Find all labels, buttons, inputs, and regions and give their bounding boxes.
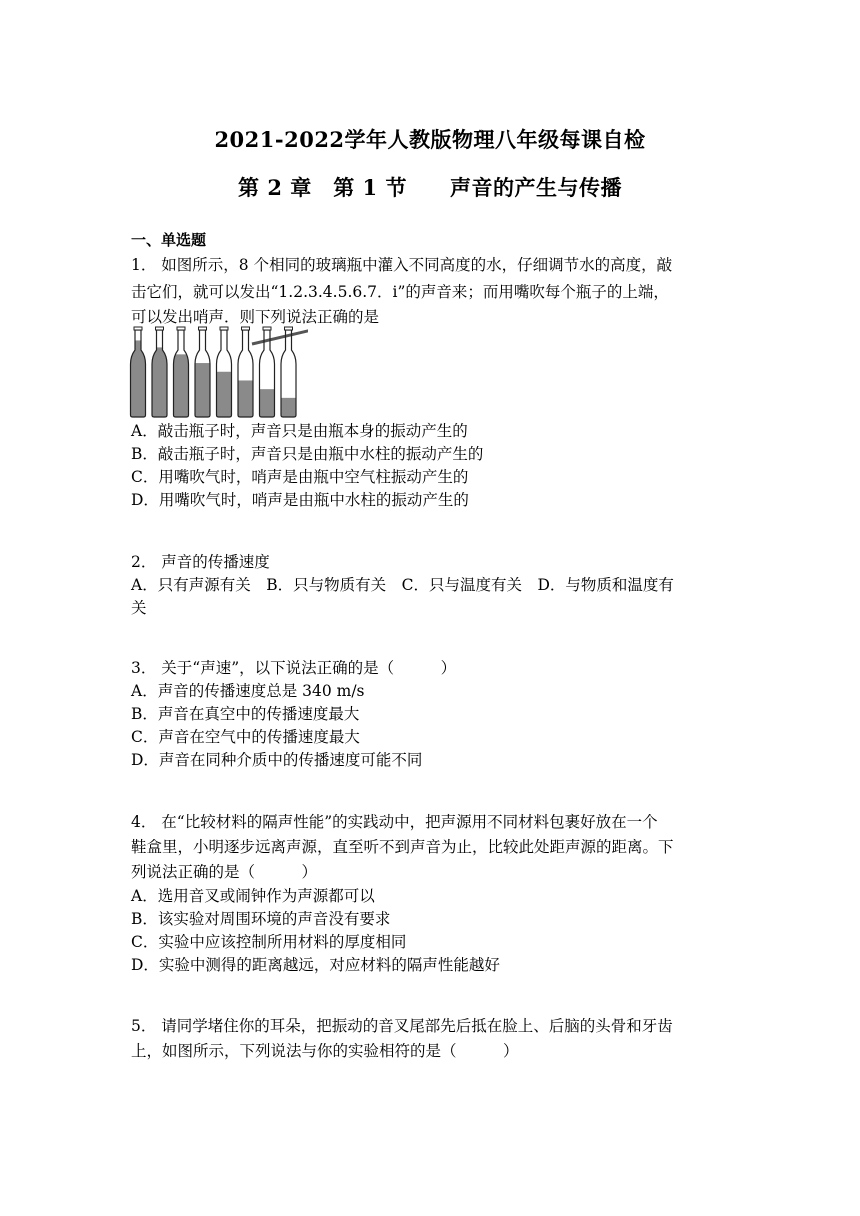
bottle-lip [156, 327, 164, 330]
q1-option-b: B．敲击瓶子时，声音只是由瓶中水柱的振动产生的 [131, 445, 484, 463]
q1-stem-line-3: 可以发出哨声．则下列说法正确的是 [131, 308, 380, 326]
q1-option-d: D．用嘴吹气时，哨声是由瓶中水柱的振动产生的 [131, 491, 469, 509]
blowing-straw [252, 329, 308, 344]
q5-stem-line-2: 上，如图所示，下列说法与你的实验相符的是（ ） [131, 1042, 519, 1060]
q4-option-a: A．选用音叉或闹钟作为声源都可以 [131, 887, 375, 905]
document-title: 2021-2022学年人教版物理八年级每课自检 [214, 127, 646, 152]
q3-stem: 3． 关于“声速”，以下说法正确的是（ ） [131, 659, 457, 677]
bottle-water [259, 389, 276, 418]
bottle-lip [285, 327, 293, 330]
q3-option-d: D．声音在同种介质中的传播速度可能不同 [131, 751, 423, 769]
q4-option-d: D．实验中测得的距离越远，对应材料的隔声性能越好 [131, 956, 500, 974]
bottle-lip [242, 327, 250, 330]
bottle-water [237, 380, 254, 418]
bottle-water [130, 340, 147, 418]
q5-stem-line-1: 5． 请同学堵住你的耳朵，把振动的音叉尾部先后抵在脸上、后脑的头骨和牙齿 [131, 1017, 673, 1035]
q4-stem-line-3: 列说法正确的是（ ） [131, 863, 318, 881]
bottle-water [216, 372, 233, 418]
q4-option-b: B．该实验对周围环境的声音没有要求 [131, 910, 391, 928]
bottle-lip [220, 327, 228, 330]
bottle-water [151, 347, 168, 418]
q1-option-a: A．敲击瓶子时，声音只是由瓶本身的振动产生的 [131, 422, 468, 440]
q3-option-b: B．声音在真空中的传播速度最大 [131, 705, 360, 723]
q2-options-wrap: 关 [131, 599, 147, 617]
bottle-lip [177, 327, 185, 330]
q3-option-a: A．声音的传播速度总是 340 m/s [131, 682, 365, 700]
q4-option-c: C．实验中应该控制所用材料的厚度相同 [131, 933, 407, 951]
q2-stem: 2． 声音的传播速度 [131, 553, 270, 571]
q2-options: A．只有声源有关 B．只与物质有关 C．只与温度有关 D．与物质和温度有 [131, 576, 674, 594]
bottle-lip [134, 327, 142, 330]
q4-stem-line-1: 4． 在“比较材料的隔声性能”的实践动中，把声源用不同材料包裹好放在一个 [131, 813, 658, 831]
q3-option-c: C．声音在空气中的传播速度最大 [131, 728, 360, 746]
bottle-lip [199, 327, 207, 330]
bottle-lip [263, 327, 271, 330]
bottle-water [173, 354, 190, 418]
bottles-figure [128, 324, 308, 420]
section-heading: 一、单选题 [131, 231, 207, 249]
q1-option-c: C．用嘴吹气时，哨声是由瓶中空气柱振动产生的 [131, 468, 469, 486]
q4-stem-line-2: 鞋盒里，小明逐步远离声源，直至听不到声音为止，比较此处距声源的距离。下 [131, 838, 674, 856]
q1-stem-line-1: 1． 如图所示，8 个相同的玻璃瓶中灌入不同高度的水，仔细调节水的高度，敲 [131, 256, 673, 274]
bottle-water [194, 363, 211, 418]
chapter-subtitle: 第 2 章 第 1 节 声音的产生与传播 [238, 175, 622, 200]
q1-stem-line-2: 击它们，就可以发出“1.2.3.4.5.6.7．i”的声音来；而用嘴吹每个瓶子的上端， [131, 283, 669, 301]
bottle-water [280, 398, 297, 418]
